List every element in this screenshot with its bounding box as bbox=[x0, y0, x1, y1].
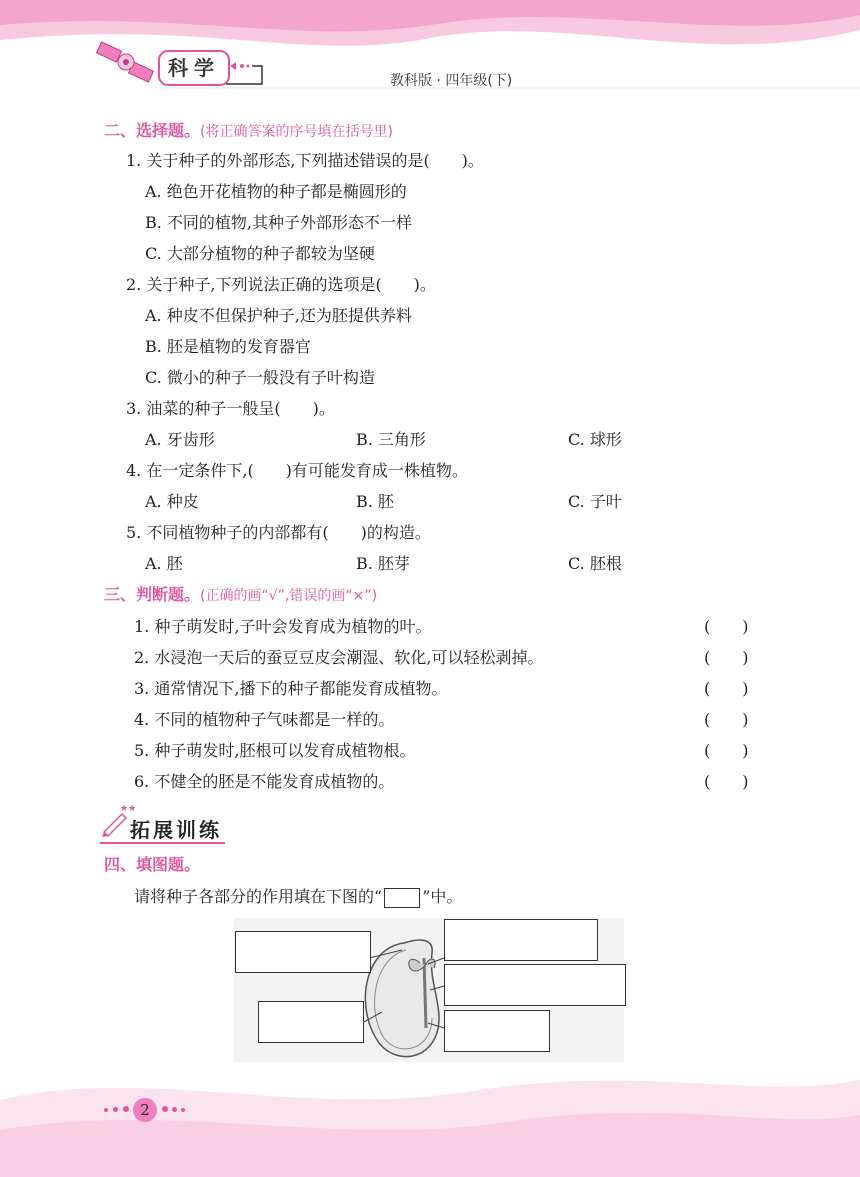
question-3-option-c: C. 球形 bbox=[568, 430, 622, 449]
judge-item-6: 6. 不健全的胚是不能发育成植物的。 bbox=[134, 772, 395, 791]
question-5-option-b: B. 胚芽 bbox=[356, 554, 410, 573]
fill-box-plumule[interactable] bbox=[444, 919, 598, 961]
footer-dot bbox=[162, 1106, 168, 1112]
section-judge-title bbox=[104, 582, 377, 605]
satellite-icon bbox=[96, 40, 158, 86]
footer-dot bbox=[113, 1107, 118, 1112]
section-judge-note: (正确的画“√”,错误的画“×”) bbox=[200, 588, 378, 604]
fill-box-hypocotyl[interactable] bbox=[444, 964, 626, 1006]
extension-underline bbox=[100, 842, 225, 844]
section-choice-title bbox=[104, 118, 393, 141]
arrow-decoration-icon bbox=[226, 58, 266, 88]
fill-instruction-after: ”中。 bbox=[422, 887, 463, 906]
section-judge-heading: 三、判断题。 bbox=[104, 585, 201, 604]
judge-item-2: 2. 水浸泡一天后的蚕豆豆皮会潮湿、软化,可以轻松剥掉。 bbox=[134, 648, 544, 667]
footer-dot bbox=[181, 1108, 185, 1112]
subject-tag: 科学 bbox=[158, 50, 230, 86]
fill-box-seed-coat[interactable] bbox=[235, 931, 371, 973]
section-fill-title: 四、填图题。 bbox=[104, 855, 201, 874]
page-number: 2 bbox=[133, 1098, 157, 1122]
judge-answer-4[interactable]: ( ) bbox=[704, 710, 749, 729]
inline-box-sample bbox=[384, 888, 420, 908]
pencil-star-icon bbox=[100, 802, 137, 838]
judge-answer-1[interactable]: ( ) bbox=[704, 617, 749, 636]
question-1-stem: 1. 关于种子的外部形态,下列描述错误的是( )。 bbox=[126, 151, 484, 170]
question-3-option-b: B. 三角形 bbox=[356, 430, 426, 449]
extension-title: 拓展训练 bbox=[130, 818, 222, 842]
svg-text:★★: ★★ bbox=[120, 804, 137, 814]
footer-decoration bbox=[0, 1060, 860, 1177]
question-2-option-a: A. 种皮不但保护种子,还为胚提供养料 bbox=[145, 306, 412, 325]
footer-dot bbox=[104, 1108, 108, 1112]
question-1-option-b: B. 不同的植物,其种子外部形态不一样 bbox=[145, 213, 413, 232]
fill-box-radicle[interactable] bbox=[444, 1010, 550, 1052]
question-1-option-c: C. 大部分植物的种子都较为坚硬 bbox=[145, 244, 375, 263]
judge-item-1: 1. 种子萌发时,子叶会发育成为植物的叶。 bbox=[134, 617, 432, 636]
judge-item-3: 3. 通常情况下,播下的种子都能发育成植物。 bbox=[134, 679, 448, 698]
question-2-stem: 2. 关于种子,下列说法正确的选项是( )。 bbox=[126, 275, 436, 294]
judge-answer-6[interactable]: ( ) bbox=[704, 772, 749, 791]
footer-dot bbox=[172, 1107, 177, 1112]
edition-label: 教科版 · 四年级(下) bbox=[390, 73, 513, 89]
question-2-option-b: B. 胚是植物的发育器官 bbox=[145, 337, 311, 356]
question-4-stem: 4. 在一定条件下,( )有可能发育成一株植物。 bbox=[126, 461, 468, 480]
question-5-option-a: A. 胚 bbox=[145, 554, 183, 573]
section-choice-note: (将正确答案的序号填在括号里) bbox=[200, 124, 393, 140]
judge-answer-2[interactable]: ( ) bbox=[704, 648, 749, 667]
judge-item-5: 5. 种子萌发时,胚根可以发育成植物根。 bbox=[134, 741, 416, 760]
question-4-option-b: B. 胚 bbox=[356, 492, 394, 511]
question-5-option-c: C. 胚根 bbox=[568, 554, 622, 573]
question-4-option-a: A. 种皮 bbox=[145, 492, 199, 511]
footer-dot bbox=[123, 1106, 129, 1112]
question-3-stem: 3. 油菜的种子一般呈( )。 bbox=[126, 399, 335, 418]
question-5-stem: 5. 不同植物种子的内部都有( )的构造。 bbox=[126, 523, 431, 542]
question-1-option-a: A. 绝色开花植物的种子都是椭圆形的 bbox=[145, 182, 407, 201]
fill-instruction-before: 请将种子各部分的作用填在下图的“ bbox=[134, 887, 383, 906]
fill-box-cotyledon[interactable] bbox=[258, 1001, 364, 1043]
section-choice-heading: 二、选择题。 bbox=[104, 121, 201, 140]
judge-item-4: 4. 不同的植物种子气味都是一样的。 bbox=[134, 710, 395, 729]
question-3-option-a: A. 牙齿形 bbox=[145, 430, 215, 449]
question-4-option-c: C. 子叶 bbox=[568, 492, 622, 511]
question-2-option-c: C. 微小的种子一般没有子叶构造 bbox=[145, 368, 375, 387]
judge-answer-3[interactable]: ( ) bbox=[704, 679, 749, 698]
fill-instruction bbox=[134, 884, 462, 908]
judge-answer-5[interactable]: ( ) bbox=[704, 741, 749, 760]
